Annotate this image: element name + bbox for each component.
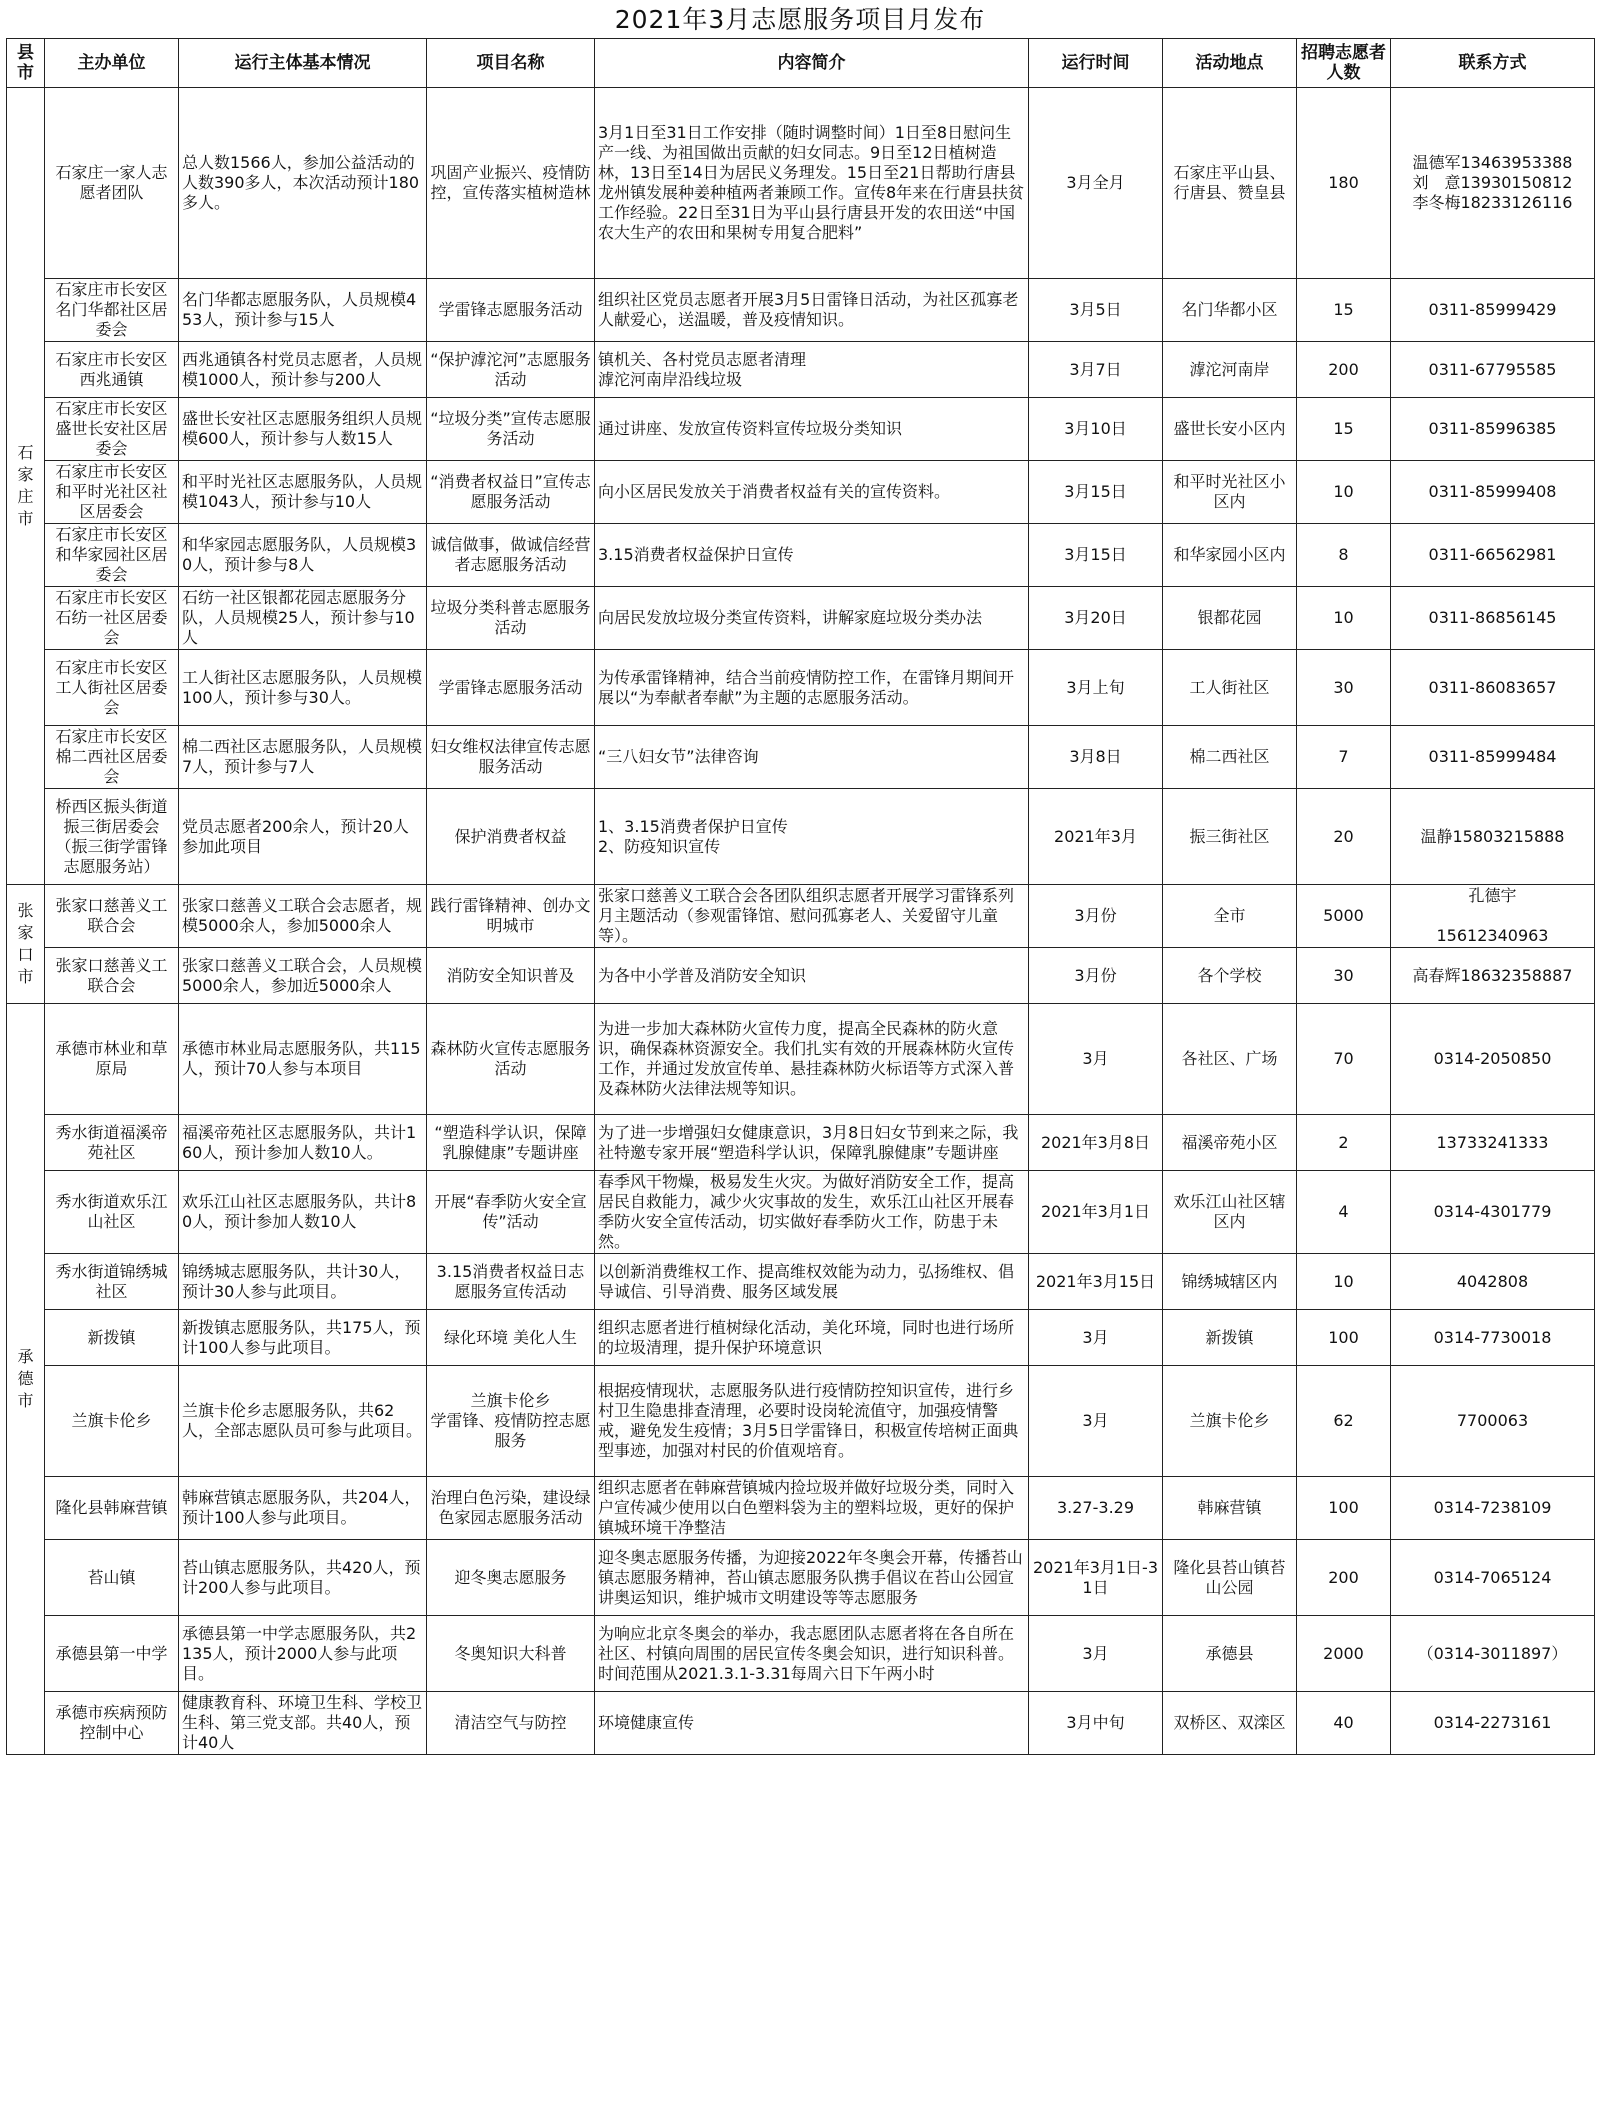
table-row bbox=[7, 726, 1595, 789]
basic-cell: 苔山镇志愿服务队，共420人，预计200人参与此项目。 bbox=[179, 1540, 427, 1616]
basic-cell: 健康教育科、环境卫生科、学校卫生科、第三党支部。共40人，预计40人 bbox=[179, 1692, 427, 1755]
table-row bbox=[7, 1115, 1595, 1171]
count-cell: 4 bbox=[1297, 1171, 1391, 1254]
table-row bbox=[7, 1616, 1595, 1692]
host-cell: 承德市林业和草原局 bbox=[45, 1004, 179, 1115]
basic-cell: 和平时光社区志愿服务队，人员规模1043人，预计参与10人 bbox=[179, 461, 427, 524]
count-cell: 20 bbox=[1297, 789, 1391, 885]
host-cell: 石家庄市长安区和华家园社区居委会 bbox=[45, 524, 179, 587]
project-cell: 妇女维权法律宣传志愿服务活动 bbox=[427, 726, 595, 789]
host-cell: 石家庄市长安区棉二西社区居委会 bbox=[45, 726, 179, 789]
contact-cell: 0311-85999484 bbox=[1391, 726, 1595, 789]
header-time: 运行时间 bbox=[1029, 39, 1163, 88]
project-cell: 清洁空气与防控 bbox=[427, 1692, 595, 1755]
volunteer-projects-table bbox=[6, 38, 1595, 1755]
project-cell: 学雷锋志愿服务活动 bbox=[427, 279, 595, 342]
location-cell: 棉二西社区 bbox=[1163, 726, 1297, 789]
project-cell: 迎冬奥志愿服务 bbox=[427, 1540, 595, 1616]
table-row bbox=[7, 948, 1595, 1004]
basic-cell: 兰旗卡伦乡志愿服务队，共62人，全部志愿队员可参与此项目。 bbox=[179, 1366, 427, 1477]
contact-cell: 7700063 bbox=[1391, 1366, 1595, 1477]
table-row bbox=[7, 1310, 1595, 1366]
city-cell: 张家口市 bbox=[7, 885, 45, 1004]
project-cell: 开展“春季防火安全宣传”活动 bbox=[427, 1171, 595, 1254]
time-cell: 3月中旬 bbox=[1029, 1692, 1163, 1755]
content-cell: 为了进一步增强妇女健康意识，3月8日妇女节到来之际，我社特邀专家开展“塑造科学认识，保障乳腺健康”专题讲座 bbox=[595, 1115, 1029, 1171]
contact-cell: 0311-67795585 bbox=[1391, 342, 1595, 398]
count-cell: 5000 bbox=[1297, 885, 1391, 948]
location-cell: 滹沱河南岸 bbox=[1163, 342, 1297, 398]
time-cell: 3月20日 bbox=[1029, 587, 1163, 650]
contact-cell: 高春辉18632358887 bbox=[1391, 948, 1595, 1004]
project-cell: 学雷锋志愿服务活动 bbox=[427, 650, 595, 726]
contact-cell: （0314-3011897） bbox=[1391, 1616, 1595, 1692]
count-cell: 15 bbox=[1297, 279, 1391, 342]
time-cell: 3月15日 bbox=[1029, 461, 1163, 524]
content-cell: 1、3.15消费者保护日宣传 2、防疫知识宣传 bbox=[595, 789, 1029, 885]
contact-cell: 0314-7238109 bbox=[1391, 1477, 1595, 1540]
host-cell: 隆化县韩麻营镇 bbox=[45, 1477, 179, 1540]
location-cell: 各个学校 bbox=[1163, 948, 1297, 1004]
basic-cell: 锦绣城志愿服务队，共计30人，预计30人参与此项目。 bbox=[179, 1254, 427, 1310]
count-cell: 2000 bbox=[1297, 1616, 1391, 1692]
host-cell: 秀水街道福溪帝苑社区 bbox=[45, 1115, 179, 1171]
project-cell: 消防安全知识普及 bbox=[427, 948, 595, 1004]
location-cell: 隆化县苔山镇苔山公园 bbox=[1163, 1540, 1297, 1616]
location-cell: 银都花园 bbox=[1163, 587, 1297, 650]
project-cell: 3.15消费者权益日志愿服务宣传活动 bbox=[427, 1254, 595, 1310]
project-cell: 巩固产业振兴、疫情防控，宣传落实植树造林 bbox=[427, 88, 595, 279]
time-cell: 3月 bbox=[1029, 1310, 1163, 1366]
location-cell: 欢乐江山社区辖区内 bbox=[1163, 1171, 1297, 1254]
content-cell: 张家口慈善义工联合会各团队组织志愿者开展学习雷锋系列月主题活动（参观雷锋馆、慰问孤寡老人、关爱留守儿童等）。 bbox=[595, 885, 1029, 948]
contact-cell: 0311-85996385 bbox=[1391, 398, 1595, 461]
page-title: 2021年3月志愿服务项目月发布 bbox=[614, 5, 986, 34]
location-cell: 工人街社区 bbox=[1163, 650, 1297, 726]
time-cell: 3月份 bbox=[1029, 885, 1163, 948]
contact-cell: 0314-2273161 bbox=[1391, 1692, 1595, 1755]
content-cell: 向小区居民发放关于消费者权益有关的宣传资料。 bbox=[595, 461, 1029, 524]
time-cell: 3月 bbox=[1029, 1004, 1163, 1115]
table-row bbox=[7, 587, 1595, 650]
count-cell: 10 bbox=[1297, 587, 1391, 650]
table-row bbox=[7, 398, 1595, 461]
host-cell: 兰旗卡伦乡 bbox=[45, 1366, 179, 1477]
time-cell: 2021年3月8日 bbox=[1029, 1115, 1163, 1171]
table-row bbox=[7, 524, 1595, 587]
location-cell: 福溪帝苑小区 bbox=[1163, 1115, 1297, 1171]
location-cell: 韩麻营镇 bbox=[1163, 1477, 1297, 1540]
contact-cell: 0314-2050850 bbox=[1391, 1004, 1595, 1115]
basic-cell: 欢乐江山社区志愿服务队，共计80人，预计参加人数10人 bbox=[179, 1171, 427, 1254]
content-cell: 组织志愿者在韩麻营镇城内捡垃圾并做好垃圾分类，同时入户宣传减少使用以白色塑料袋为主的塑料垃圾，更好的保护镇城环境干净整洁 bbox=[595, 1477, 1029, 1540]
time-cell: 2021年3月 bbox=[1029, 789, 1163, 885]
table-row bbox=[7, 789, 1595, 885]
basic-cell: 新拨镇志愿服务队，共175人，预计100人参与此项目。 bbox=[179, 1310, 427, 1366]
contact-cell: 13733241333 bbox=[1391, 1115, 1595, 1171]
project-cell: 冬奥知识大科普 bbox=[427, 1616, 595, 1692]
table-body bbox=[7, 88, 1595, 1755]
host-cell: 秀水街道锦绣城社区 bbox=[45, 1254, 179, 1310]
location-cell: 名门华都小区 bbox=[1163, 279, 1297, 342]
host-cell: 苔山镇 bbox=[45, 1540, 179, 1616]
time-cell: 3月全月 bbox=[1029, 88, 1163, 279]
header-basic: 运行主体基本情况 bbox=[179, 39, 427, 88]
location-cell: 和平时光社区小区内 bbox=[1163, 461, 1297, 524]
table-row bbox=[7, 1692, 1595, 1755]
contact-cell: 温德军13463953388 刘 意13930150812 李冬梅18233126116 bbox=[1391, 88, 1595, 279]
city-cell: 石家庄市 bbox=[7, 88, 45, 885]
time-cell: 3月10日 bbox=[1029, 398, 1163, 461]
contact-cell: 0311-85999408 bbox=[1391, 461, 1595, 524]
count-cell: 30 bbox=[1297, 650, 1391, 726]
project-cell: 践行雷锋精神、创办文明城市 bbox=[427, 885, 595, 948]
contact-cell: 温静15803215888 bbox=[1391, 789, 1595, 885]
host-cell: 承德县第一中学 bbox=[45, 1616, 179, 1692]
project-cell: 垃圾分类科普志愿服务活动 bbox=[427, 587, 595, 650]
basic-cell: 棉二西社区志愿服务队，人员规模7人，预计参与7人 bbox=[179, 726, 427, 789]
project-cell: 兰旗卡伦乡 学雷锋、疫情防控志愿服务 bbox=[427, 1366, 595, 1477]
contact-cell: 4042808 bbox=[1391, 1254, 1595, 1310]
table-row bbox=[7, 1004, 1595, 1115]
time-cell: 3月8日 bbox=[1029, 726, 1163, 789]
project-cell: “塑造科学认识，保障乳腺健康”专题讲座 bbox=[427, 1115, 595, 1171]
basic-cell: 承德县第一中学志愿服务队，共2135人，预计2000人参与此项目。 bbox=[179, 1616, 427, 1692]
count-cell: 62 bbox=[1297, 1366, 1391, 1477]
host-cell: 新拨镇 bbox=[45, 1310, 179, 1366]
count-cell: 10 bbox=[1297, 1254, 1391, 1310]
time-cell: 3月 bbox=[1029, 1616, 1163, 1692]
table-row bbox=[7, 1171, 1595, 1254]
content-cell: 通过讲座、发放宣传资料宣传垃圾分类知识 bbox=[595, 398, 1029, 461]
count-cell: 70 bbox=[1297, 1004, 1391, 1115]
location-cell: 盛世长安小区内 bbox=[1163, 398, 1297, 461]
count-cell: 15 bbox=[1297, 398, 1391, 461]
basic-cell: 总人数1566人，参加公益活动的人数390多人，本次活动预计180多人。 bbox=[179, 88, 427, 279]
time-cell: 3月上旬 bbox=[1029, 650, 1163, 726]
location-cell: 和华家园小区内 bbox=[1163, 524, 1297, 587]
table-row bbox=[7, 885, 1595, 948]
host-cell: 张家口慈善义工联合会 bbox=[45, 885, 179, 948]
table-row bbox=[7, 1254, 1595, 1310]
time-cell: 3月7日 bbox=[1029, 342, 1163, 398]
host-cell: 秀水街道欢乐江山社区 bbox=[45, 1171, 179, 1254]
contact-cell: 0311-85999429 bbox=[1391, 279, 1595, 342]
basic-cell: 和华家园志愿服务队，人员规模30人，预计参与8人 bbox=[179, 524, 427, 587]
basic-cell: 西兆通镇各村党员志愿者，人员规模1000人，预计参与200人 bbox=[179, 342, 427, 398]
host-cell: 石家庄市长安区 工人街社区居委会 bbox=[45, 650, 179, 726]
content-cell: 向居民发放垃圾分类宣传资料，讲解家庭垃圾分类办法 bbox=[595, 587, 1029, 650]
contact-cell: 0314-7065124 bbox=[1391, 1540, 1595, 1616]
project-cell: “消费者权益日”宣传志愿服务活动 bbox=[427, 461, 595, 524]
host-cell: 石家庄市长安区石纺一社区居委会 bbox=[45, 587, 179, 650]
table-row bbox=[7, 650, 1595, 726]
header-row bbox=[7, 39, 1595, 88]
content-cell: 镇机关、各村党员志愿者清理 滹沱河南岸沿线垃圾 bbox=[595, 342, 1029, 398]
header-count: 招聘志愿者人数 bbox=[1297, 39, 1391, 88]
count-cell: 8 bbox=[1297, 524, 1391, 587]
location-cell: 承德县 bbox=[1163, 1616, 1297, 1692]
location-cell: 各社区、广场 bbox=[1163, 1004, 1297, 1115]
city-cell: 承德市 bbox=[7, 1004, 45, 1755]
project-cell: 诚信做事，做诚信经营者志愿服务活动 bbox=[427, 524, 595, 587]
location-cell: 双桥区、双滦区 bbox=[1163, 1692, 1297, 1755]
project-cell: 绿化环境 美化人生 bbox=[427, 1310, 595, 1366]
host-cell: 石家庄一家人志愿者团队 bbox=[45, 88, 179, 279]
count-cell: 100 bbox=[1297, 1310, 1391, 1366]
table-row bbox=[7, 279, 1595, 342]
table-row bbox=[7, 1477, 1595, 1540]
basic-cell: 名门华都志愿服务队，人员规模453人，预计参与15人 bbox=[179, 279, 427, 342]
table-row bbox=[7, 1540, 1595, 1616]
content-cell: “三八妇女节”法律咨询 bbox=[595, 726, 1029, 789]
location-cell: 锦绣城辖区内 bbox=[1163, 1254, 1297, 1310]
header-host: 主办单位 bbox=[45, 39, 179, 88]
project-cell: 治理白色污染，建设绿色家园志愿服务活动 bbox=[427, 1477, 595, 1540]
time-cell: 3月5日 bbox=[1029, 279, 1163, 342]
location-cell: 石家庄平山县、行唐县、赞皇县 bbox=[1163, 88, 1297, 279]
time-cell: 3月15日 bbox=[1029, 524, 1163, 587]
host-cell: 石家庄市长安区 西兆通镇 bbox=[45, 342, 179, 398]
location-cell: 振三街社区 bbox=[1163, 789, 1297, 885]
count-cell: 100 bbox=[1297, 1477, 1391, 1540]
basic-cell: 韩麻营镇志愿服务队，共204人，预计100人参与此项目。 bbox=[179, 1477, 427, 1540]
contact-cell: 0311-66562981 bbox=[1391, 524, 1595, 587]
content-cell: 以创新消费维权工作、提高维权效能为动力，弘扬维权、倡导诚信、引导消费、服务区域发展 bbox=[595, 1254, 1029, 1310]
contact-cell: 0311-86856145 bbox=[1391, 587, 1595, 650]
host-cell: 石家庄市长安区和平时光社区社区居委会 bbox=[45, 461, 179, 524]
contact-cell: 0314-7730018 bbox=[1391, 1310, 1595, 1366]
header-location: 活动地点 bbox=[1163, 39, 1297, 88]
content-cell: 为响应北京冬奥会的举办，我志愿团队志愿者将在各自所在社区、村镇向周围的居民宣传冬奥会知识，进行知识科普。时间范围从2021.3.1-3.31每周六日下午两小时 bbox=[595, 1616, 1029, 1692]
project-cell: “垃圾分类”宣传志愿服务活动 bbox=[427, 398, 595, 461]
location-cell: 新拨镇 bbox=[1163, 1310, 1297, 1366]
table-row bbox=[7, 1366, 1595, 1477]
count-cell: 30 bbox=[1297, 948, 1391, 1004]
content-cell: 环境健康宣传 bbox=[595, 1692, 1029, 1755]
contact-cell: 0311-86083657 bbox=[1391, 650, 1595, 726]
content-cell: 3.15消费者权益保护日宣传 bbox=[595, 524, 1029, 587]
content-cell: 为传承雷锋精神，结合当前疫情防控工作，在雷锋月期间开展以“为奉献者奉献”为主题的志愿服务活动。 bbox=[595, 650, 1029, 726]
host-cell: 桥西区振头街道振三街居委会（振三街学雷锋志愿服务站） bbox=[45, 789, 179, 885]
basic-cell: 盛世长安社区志愿服务组织人员规模600人，预计参与人数15人 bbox=[179, 398, 427, 461]
header-contact: 联系方式 bbox=[1391, 39, 1595, 88]
project-cell: “保护滹沱河”志愿服务活动 bbox=[427, 342, 595, 398]
table-row bbox=[7, 342, 1595, 398]
content-cell: 春季风干物燥，极易发生火灾。为做好消防安全工作，提高居民自救能力，减少火灾事故的发生，欢乐江山社区开展春季防火安全宣传活动，切实做好春季防火工作，防患于未然。 bbox=[595, 1171, 1029, 1254]
count-cell: 10 bbox=[1297, 461, 1391, 524]
header-project: 项目名称 bbox=[427, 39, 595, 88]
location-cell: 兰旗卡伦乡 bbox=[1163, 1366, 1297, 1477]
time-cell: 2021年3月1日 bbox=[1029, 1171, 1163, 1254]
content-cell: 3月1日至31日工作安排（随时调整时间）1日至8日慰问生产一线、为祖国做出贡献的妇女同志。9日至12日植树造林，13日至14日为居民义务理发。15日至21日帮助行唐县龙州镇发展种姜种植两者兼顾工作。宣传8年来在行唐县扶贫工作经验。22日至31日为平山县行唐县开发的农田送“中国农大生产的农田和果树专用复合肥料” bbox=[595, 88, 1029, 279]
content-cell: 组织社区党员志愿者开展3月5日雷锋日活动，为社区孤寡老人献爱心，送温暖，普及疫情知识。 bbox=[595, 279, 1029, 342]
content-cell: 组织志愿者进行植树绿化活动，美化环境，同时也进行场所的垃圾清理，提升保护环境意识 bbox=[595, 1310, 1029, 1366]
time-cell: 3月份 bbox=[1029, 948, 1163, 1004]
basic-cell: 承德市林业局志愿服务队，共115人，预计70人参与本项目 bbox=[179, 1004, 427, 1115]
count-cell: 40 bbox=[1297, 1692, 1391, 1755]
basic-cell: 石纺一社区银都花园志愿服务分队，人员规模25人，预计参与10人 bbox=[179, 587, 427, 650]
count-cell: 200 bbox=[1297, 1540, 1391, 1616]
count-cell: 2 bbox=[1297, 1115, 1391, 1171]
basic-cell: 张家口慈善义工联合会，人员规模5000余人，参加近5000余人 bbox=[179, 948, 427, 1004]
table-row bbox=[7, 88, 1595, 279]
count-cell: 180 bbox=[1297, 88, 1391, 279]
header-city: 县市 bbox=[7, 39, 45, 88]
contact-cell: 孔德宇 15612340963 bbox=[1391, 885, 1595, 948]
time-cell: 2021年3月1日-31日 bbox=[1029, 1540, 1163, 1616]
host-cell: 承德市疾病预防控制中心 bbox=[45, 1692, 179, 1755]
content-cell: 为各中小学普及消防安全知识 bbox=[595, 948, 1029, 1004]
basic-cell: 工人街社区志愿服务队，人员规模100人，预计参与30人。 bbox=[179, 650, 427, 726]
content-cell: 迎冬奥志愿服务传播，为迎接2022年冬奥会开幕，传播苔山镇志愿服务精神，苔山镇志愿服务队携手倡议在苔山公园宣讲奥运知识，维护城市文明建设等等志愿服务 bbox=[595, 1540, 1029, 1616]
content-cell: 为进一步加大森林防火宣传力度，提高全民森林的防火意识，确保森林资源安全。我们扎实有效的开展森林防火宣传工作，并通过发放宣传单、悬挂森林防火标语等方式深入普及森林防火法律法规等知识。 bbox=[595, 1004, 1029, 1115]
time-cell: 3.27-3.29 bbox=[1029, 1477, 1163, 1540]
table-row bbox=[7, 461, 1595, 524]
host-cell: 石家庄市长安区盛世长安社区居委会 bbox=[45, 398, 179, 461]
project-cell: 保护消费者权益 bbox=[427, 789, 595, 885]
count-cell: 200 bbox=[1297, 342, 1391, 398]
host-cell: 张家口慈善义工联合会 bbox=[45, 948, 179, 1004]
contact-cell: 0314-4301779 bbox=[1391, 1171, 1595, 1254]
time-cell: 3月 bbox=[1029, 1366, 1163, 1477]
location-cell: 全市 bbox=[1163, 885, 1297, 948]
project-cell: 森林防火宣传志愿服务活动 bbox=[427, 1004, 595, 1115]
count-cell: 7 bbox=[1297, 726, 1391, 789]
time-cell: 2021年3月15日 bbox=[1029, 1254, 1163, 1310]
header-content: 内容简介 bbox=[595, 39, 1029, 88]
content-cell: 根据疫情现状，志愿服务队进行疫情防控知识宣传，进行乡村卫生隐患排查清理，必要时设岗轮流值守，加强疫情警戒，避免发生疫情；3月5日学雷锋日，积极宣传培树正面典型事迹，加强对村民的价值观培育。 bbox=[595, 1366, 1029, 1477]
basic-cell: 党员志愿者200余人，预计20人参加此项目 bbox=[179, 789, 427, 885]
basic-cell: 张家口慈善义工联合会志愿者，规模5000余人，参加5000余人 bbox=[179, 885, 427, 948]
basic-cell: 福溪帝苑社区志愿服务队，共计160人，预计参加人数10人。 bbox=[179, 1115, 427, 1171]
host-cell: 石家庄市长安区名门华都社区居委会 bbox=[45, 279, 179, 342]
